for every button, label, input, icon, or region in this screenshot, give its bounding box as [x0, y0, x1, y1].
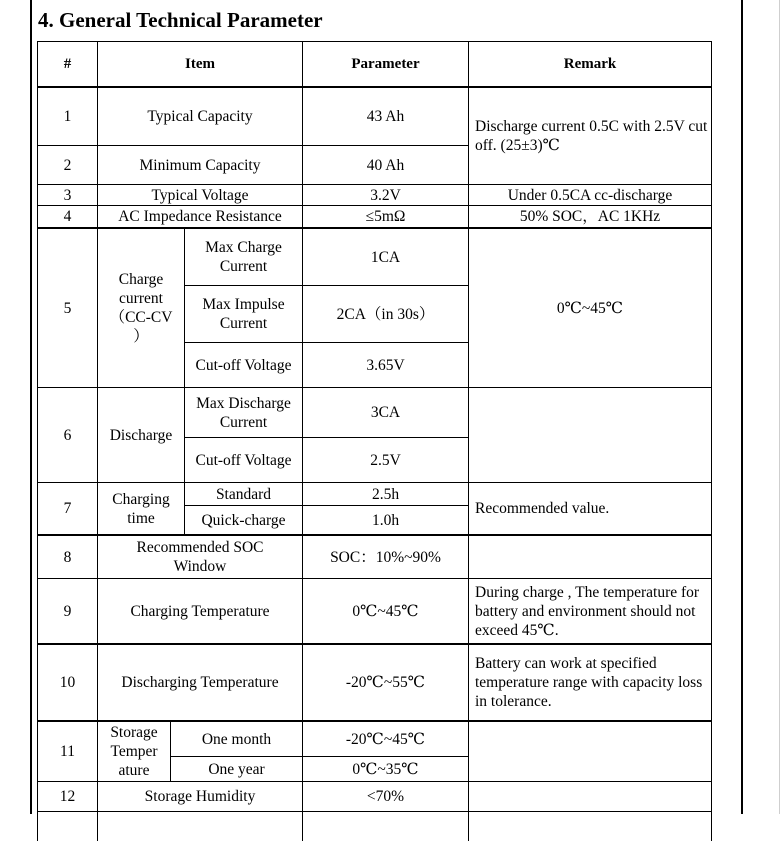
- row-6-item: Discharge: [97, 387, 184, 482]
- header-parameter: Parameter: [302, 41, 468, 86]
- technical-parameter-table: [37, 41, 711, 841]
- row-4-remark: 50% SOC，AC 1KHz: [468, 205, 711, 227]
- row-5-sub-1-param: 1CA: [302, 227, 468, 285]
- row-7-num: 7: [37, 482, 97, 534]
- row-5-item-text: Charge current （CC-CV ）: [109, 271, 173, 345]
- row-10-remark: Battery can work at specified temperature range with capacity loss in tolerance.: [468, 643, 711, 720]
- row-5-sub-3-label: Cut-off Voltage: [184, 342, 302, 387]
- row-5-sub-2-param: 2CA（in 30s）: [302, 285, 468, 342]
- row-9-item: Charging Temperature: [97, 578, 302, 643]
- row-4-num: 4: [37, 205, 97, 227]
- row-8-num: 8: [37, 534, 97, 578]
- row-1-item: Typical Capacity: [97, 86, 302, 145]
- row-5-sub-2-label: Max Impulse Current: [184, 285, 302, 342]
- row-3-remark: Under 0.5CA cc-discharge: [468, 184, 711, 205]
- row-11-sub-1-param: -20℃~45℃: [302, 720, 468, 756]
- row-6-remark: [468, 387, 711, 482]
- row-11-num: 11: [37, 720, 97, 781]
- row-9-num: 9: [37, 578, 97, 643]
- row-5-sub-1-label: Max Charge Current: [184, 227, 302, 285]
- row-8-remark: [468, 534, 711, 578]
- row-12-num: 12: [37, 781, 97, 811]
- row-7-item-text: Charging time: [112, 490, 170, 527]
- row-5-num: 5: [37, 227, 97, 387]
- row-12-remark: [468, 781, 711, 811]
- row-5-remark: 0℃~45℃: [468, 227, 711, 387]
- row-7-sub-1-param: 2.5h: [302, 482, 468, 505]
- row-1-num: 1: [37, 86, 97, 145]
- row-11-item-text: Storage Temper ature: [110, 724, 158, 779]
- row-3-param: 3.2V: [302, 184, 468, 205]
- row-1-param: 43 Ah: [302, 86, 468, 145]
- row-7-sub-2-param: 1.0h: [302, 505, 468, 534]
- row-8-item: [97, 534, 302, 578]
- header-remark: Remark: [468, 41, 711, 86]
- row-5-item: [97, 227, 184, 387]
- section-title: 4. General Technical Parameter: [38, 8, 323, 32]
- row-8-param: SOC：10%~90%: [302, 534, 468, 578]
- header-num: #: [37, 41, 97, 86]
- row-6-sub-2-param: 2.5V: [302, 437, 468, 482]
- row-5-sub-3-param: 3.65V: [302, 342, 468, 387]
- row-11-item: [97, 720, 170, 781]
- row-2-param: 40 Ah: [302, 145, 468, 184]
- row-1-2-remark-text: Discharge current 0.5C with 2.5V cut off. (25±3)℃: [475, 118, 708, 154]
- row-1-2-remark: [468, 86, 711, 184]
- table-right-border: [711, 41, 712, 841]
- row-7-item: [97, 482, 184, 534]
- row-12-item: Storage Humidity: [97, 781, 302, 811]
- viewer-edge: [779, 0, 780, 814]
- row-7-sub-1-label: Standard: [184, 482, 302, 505]
- row-2-item: Minimum Capacity: [97, 145, 302, 184]
- row-13-param: [302, 811, 468, 841]
- row-8-item-text: Recommended SOC Window: [136, 539, 264, 575]
- row-10-item: Discharging Temperature: [97, 643, 302, 720]
- row-4-param: ≤5mΩ: [302, 205, 468, 227]
- row-10-num: 10: [37, 643, 97, 720]
- row-4-item: AC Impedance Resistance: [97, 205, 302, 227]
- row-13-item: [97, 811, 302, 841]
- row-9-param: 0℃~45℃: [302, 578, 468, 643]
- page-right-rule: [741, 0, 743, 814]
- row-11-sub-2-label: One year: [170, 756, 302, 781]
- page-left-rule: [30, 0, 32, 814]
- row-3-item: Typical Voltage: [97, 184, 302, 205]
- row-11-sub-2-param: 0℃~35℃: [302, 756, 468, 781]
- header-item: Item: [97, 41, 302, 86]
- row-11-sub-1-label: One month: [170, 720, 302, 756]
- row-6-sub-2-label: Cut-off Voltage: [184, 437, 302, 482]
- row-6-num: 6: [37, 387, 97, 482]
- row-6-sub-1-label: Max Discharge Current: [184, 387, 302, 437]
- row-9-remark: During charge , The temperature for battery and environment should not exceed 45℃.: [468, 578, 711, 643]
- row-13-num: [37, 811, 97, 841]
- row-13-remark: [468, 811, 711, 841]
- row-7-remark: Recommended value.: [468, 482, 711, 534]
- row-12-param: <70%: [302, 781, 468, 811]
- row-2-num: 2: [37, 145, 97, 184]
- row-3-num: 3: [37, 184, 97, 205]
- row-6-sub-1-param: 3CA: [302, 387, 468, 437]
- row-10-param: -20℃~55℃: [302, 643, 468, 720]
- row-7-sub-2-label: Quick-charge: [184, 505, 302, 534]
- row-11-remark: [468, 720, 711, 781]
